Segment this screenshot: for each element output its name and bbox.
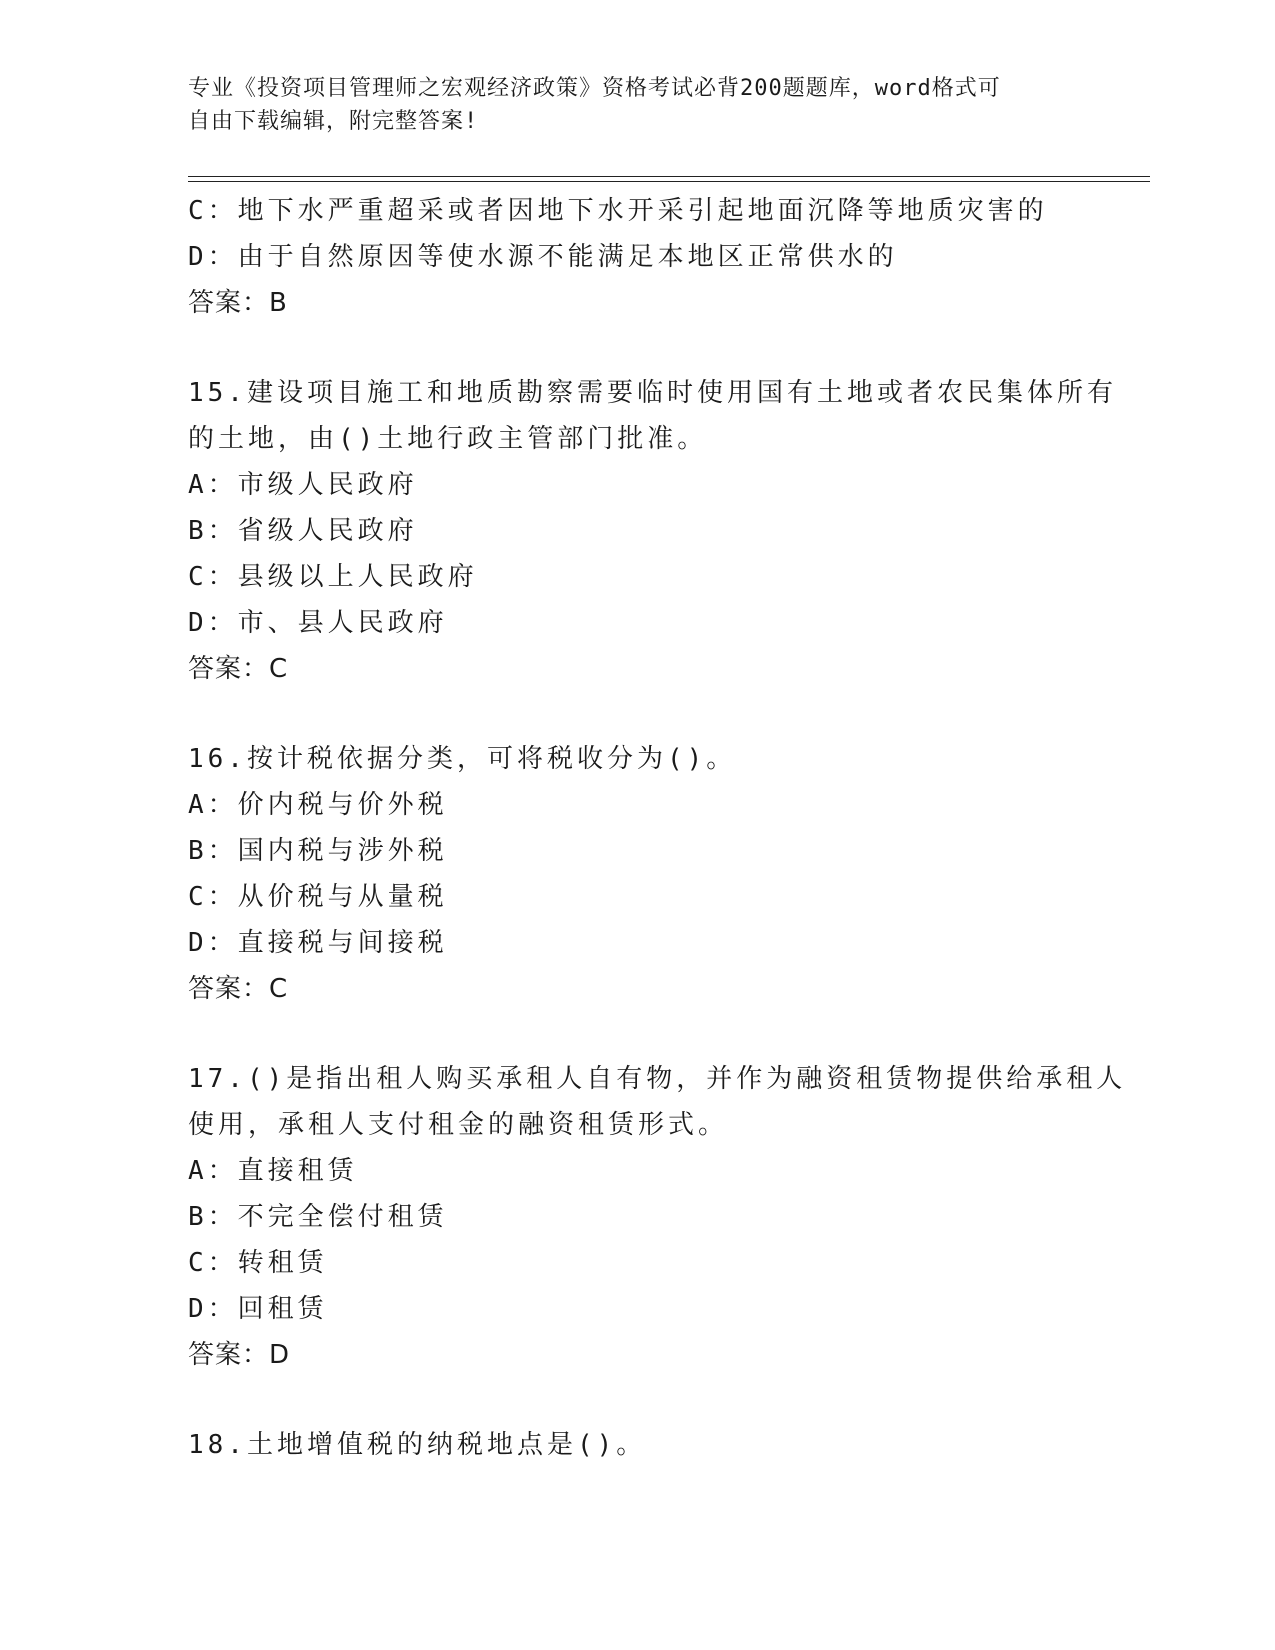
- option-b: B：国内税与涉外税: [188, 836, 448, 866]
- option-c: C：县级以上人民政府: [188, 562, 478, 592]
- option-d: D：回租赁: [188, 1294, 328, 1324]
- question-18: [188, 1422, 1108, 1468]
- question-stem-line-2: 使用，承租人支付租金的融资租赁形式。: [188, 1110, 729, 1140]
- answer: 答案：D: [188, 1340, 291, 1370]
- option-c: C：转租赁: [188, 1248, 328, 1278]
- option-d: D：直接税与间接税: [188, 928, 448, 958]
- option-a: A：直接租赁: [188, 1156, 358, 1186]
- question-list: [188, 188, 1127, 1468]
- header-divider-top: [188, 176, 1150, 177]
- question-17: [188, 1056, 1127, 1378]
- spacer: [188, 1378, 1108, 1422]
- spacer: [188, 1012, 1108, 1056]
- question-stem-line-1: 17.()是指出租人购买承租人自有物，并作为融资租赁物提供给承租人: [188, 1064, 1127, 1094]
- option-b: B：省级人民政府: [188, 516, 418, 546]
- question-stem-line-1: 18.土地增值税的纳税地点是()。: [188, 1430, 647, 1460]
- answer: 答案：B: [188, 288, 288, 318]
- question-stem-line-2: 的土地，由()土地行政主管部门批准。: [188, 424, 708, 454]
- option-c: C：地下水严重超采或者因地下水开采引起地面沉降等地质灾害的: [188, 196, 1048, 226]
- question-16: [188, 736, 1108, 1012]
- question-stem-line-1: 15.建设项目施工和地质勘察需要临时使用国有土地或者农民集体所有: [188, 378, 1117, 408]
- spacer: [188, 692, 1108, 736]
- header-divider-bottom: [188, 181, 1150, 182]
- option-d: D：市、县人民政府: [188, 608, 448, 638]
- header-title-line-1: 专业《投资项目管理师之宏观经济政策》资格考试必背200题题库，word格式可: [188, 76, 1001, 101]
- option-c: C：从价税与从量税: [188, 882, 448, 912]
- document-header: [188, 72, 1068, 138]
- question-14-tail: [188, 188, 1108, 326]
- option-d: D：由于自然原因等使水源不能满足本地区正常供水的: [188, 242, 898, 272]
- question-15: [188, 370, 1117, 692]
- option-b: B：不完全偿付租赁: [188, 1202, 448, 1232]
- answer: 答案：C: [188, 974, 289, 1004]
- header-title-line-2: 自由下载编辑，附完整答案!: [188, 109, 479, 134]
- option-a: A：价内税与价外税: [188, 790, 448, 820]
- spacer: [188, 326, 1108, 370]
- question-stem-line-1: 16.按计税依据分类，可将税收分为()。: [188, 744, 737, 774]
- option-a: A：市级人民政府: [188, 470, 418, 500]
- answer: 答案：C: [188, 654, 289, 684]
